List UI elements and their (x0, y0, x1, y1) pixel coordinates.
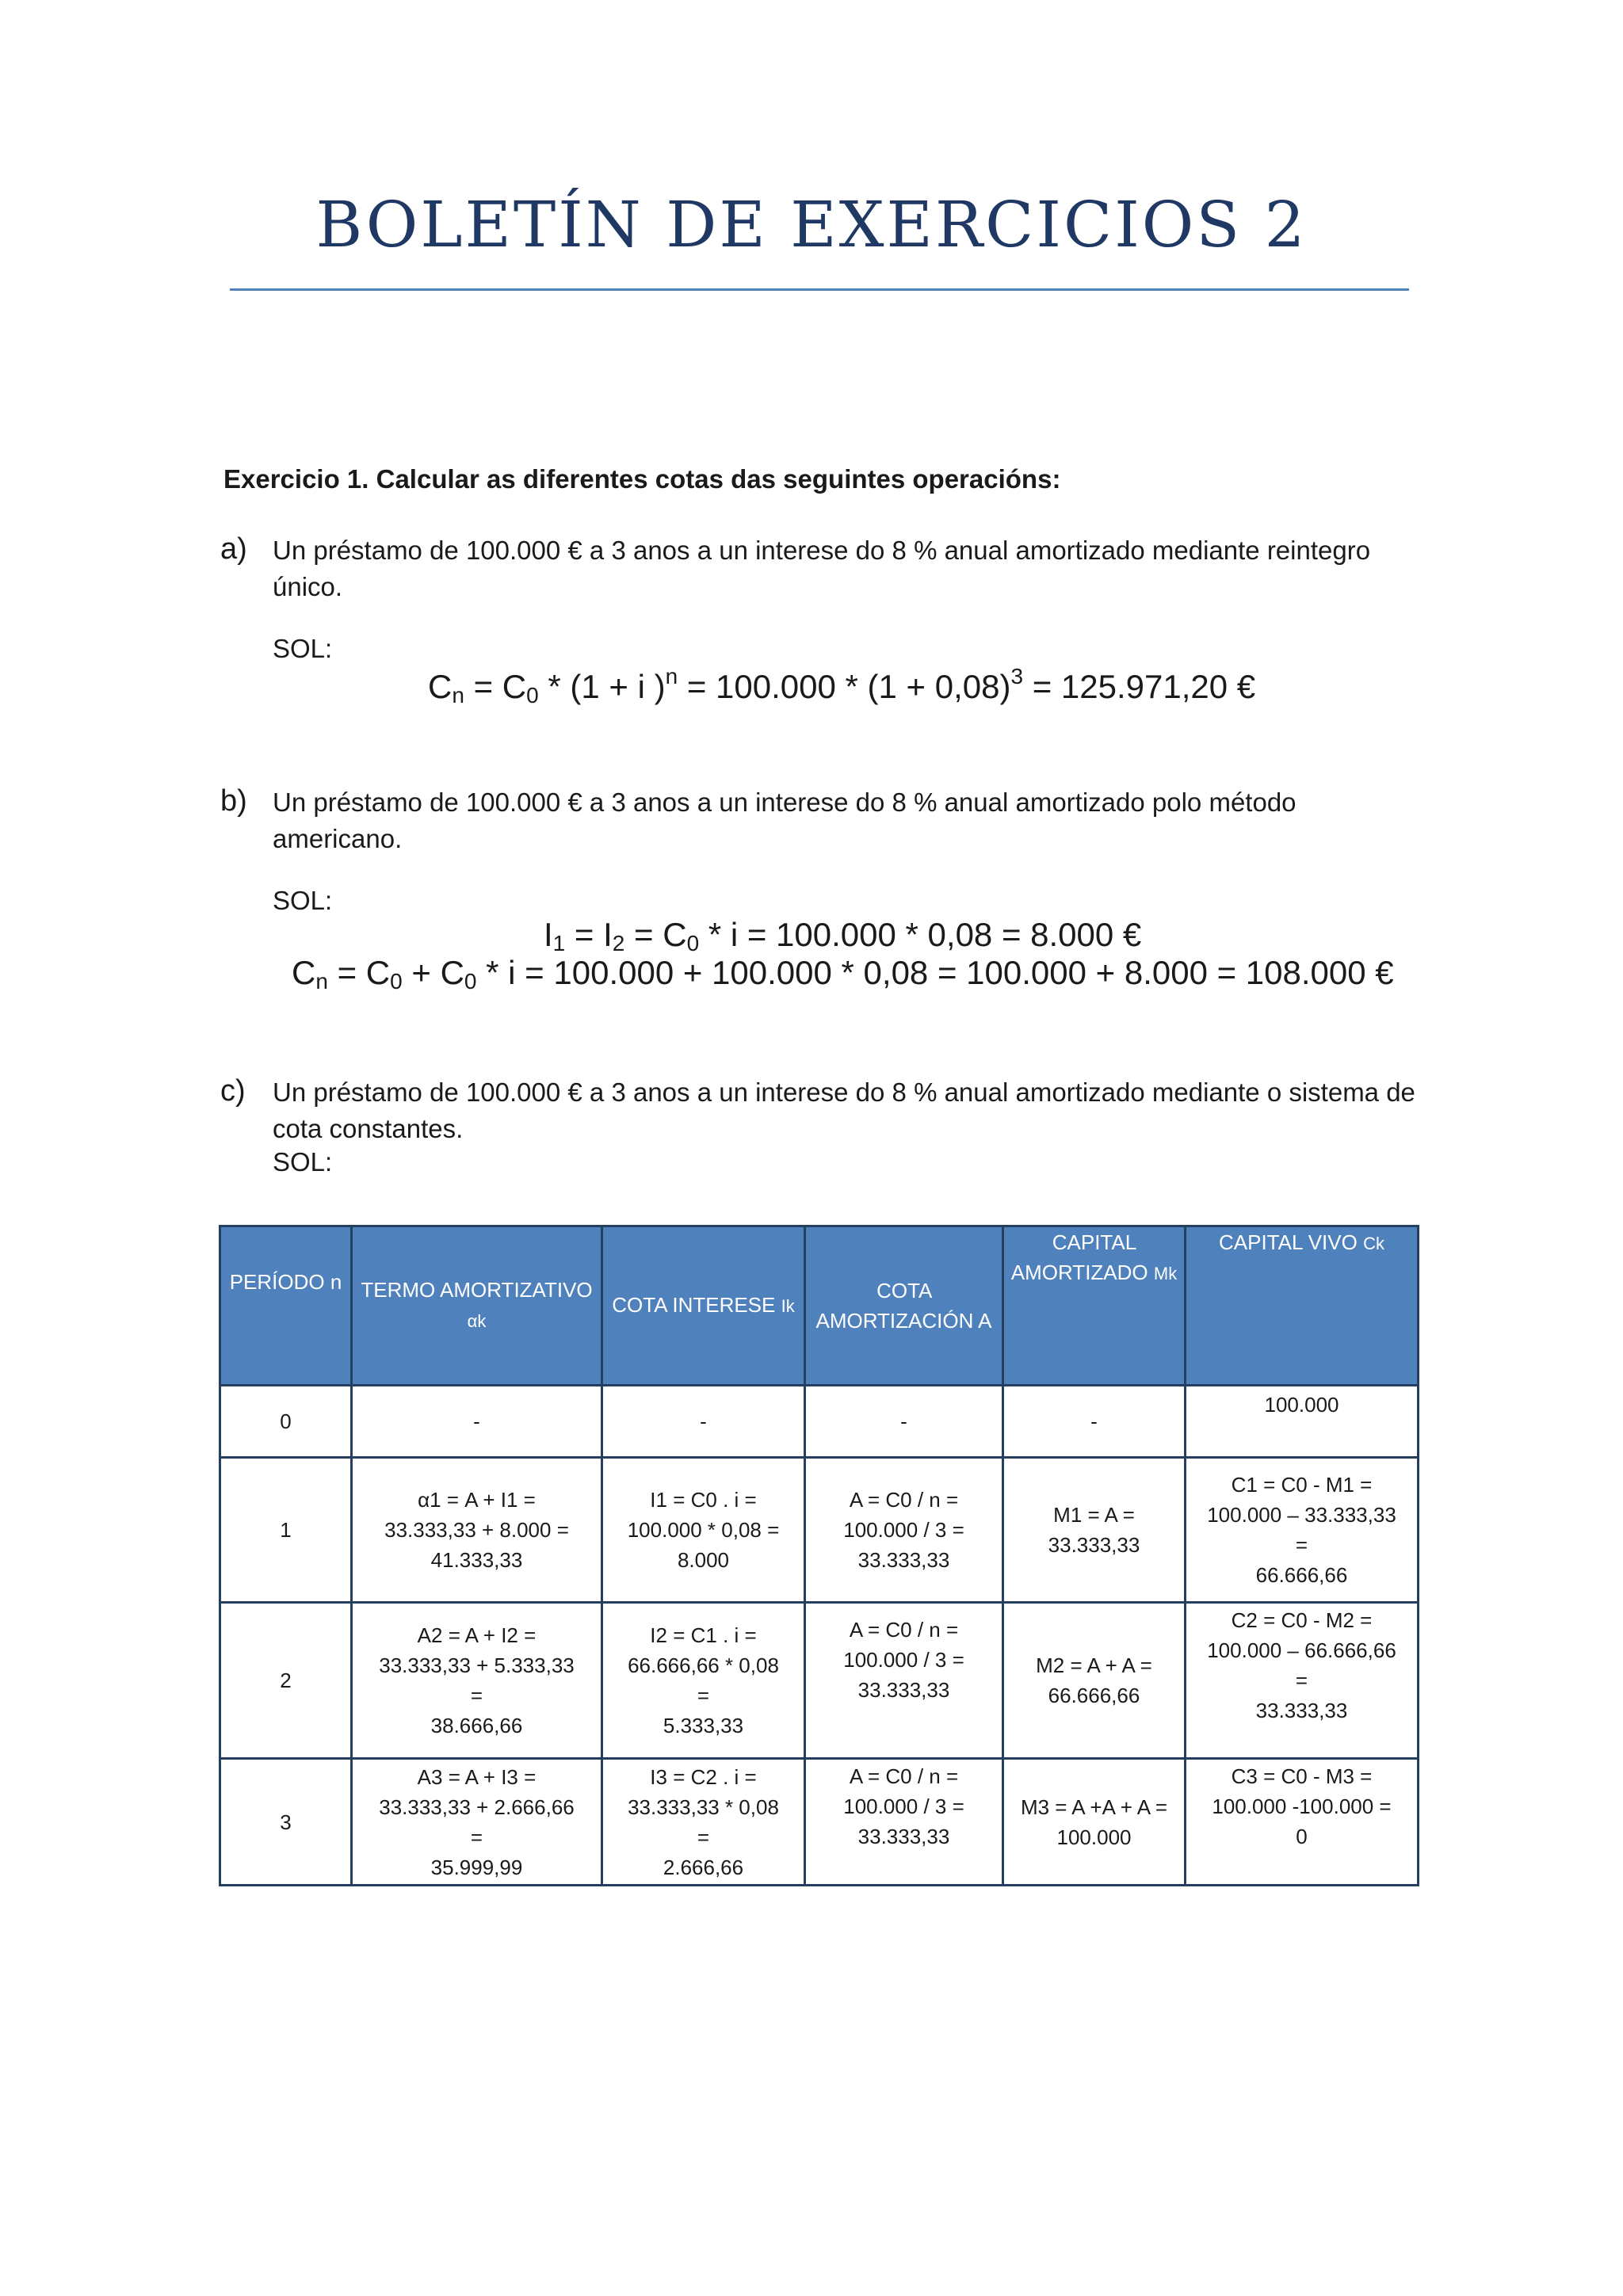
cell-interese: - (602, 1386, 805, 1458)
item-c-text: Un préstamo de 100.000 € a 3 anos a un interese do 8 % anual amortizado mediante o sistema de cota constantes. (273, 1077, 1415, 1143)
item-b-sol: SOL: (273, 886, 333, 915)
cell-interese: I1 = C0 . i = 100.000 * 0,08 = 8.000 (602, 1458, 805, 1603)
item-c-letter: c) (220, 1074, 246, 1108)
page-title: BOLETÍN DE EXERCICIOS 2 (315, 188, 1308, 261)
cell-n: 3 (220, 1759, 352, 1886)
header-termo: TERMO AMORTIZATIVO αk (352, 1226, 602, 1386)
cell-cap-vivo: C3 = C0 - M3 = 100.000 -100.000 = 0 (1186, 1759, 1419, 1886)
header-cota-amortizacion: COTA AMORTIZACIÓN A (805, 1226, 1003, 1386)
header-cota-interese: COTA INTERESE Ik (602, 1226, 805, 1386)
cell-interese: I2 = C1 . i = 66.666,66 * 0,08 = 5.333,33 (602, 1603, 805, 1759)
cell-n: 1 (220, 1458, 352, 1603)
header-capital-vivo: CAPITAL VIVO Ck (1186, 1226, 1419, 1386)
cell-cap-vivo: 100.000 (1186, 1386, 1419, 1458)
item-b-text: Un préstamo de 100.000 € a 3 anos a un interese do 8 % anual amortizado polo método americano. (273, 788, 1296, 853)
table-row (220, 1458, 1419, 1603)
cell-cap-amort: M1 = A = 33.333,33 (1003, 1458, 1186, 1603)
cell-amort: A = C0 / n = 100.000 / 3 = 33.333,33 (805, 1759, 1003, 1886)
formula-a: $C_n = C_0 * (1 + i$ )$^n = 100.000 * (1 + 0,08)^3 = 125.971,20$ € (428, 664, 1256, 707)
item-b-letter: b) (220, 784, 247, 818)
formula-b1-tail: * i = 100.000 * 0,08 = 8.000 € (699, 916, 1142, 953)
header-periodo: PERÍODO n (220, 1226, 352, 1386)
cell-n: 0 (220, 1386, 352, 1458)
header-capital-amortizado: CAPITAL AMORTIZADO Mk (1003, 1226, 1186, 1386)
table-row (220, 1603, 1419, 1759)
item-a-letter: a) (220, 532, 247, 566)
item-c-sol: SOL: (273, 1147, 333, 1177)
formula-b2-tail: * i = 100.000 + 100.000 * 0,08 = 100.000 + 8.000 = 108.000 € (476, 954, 1394, 991)
formula-a-middle: = 100.000 * (1 + 0,08) (678, 668, 1011, 705)
table-header-row (220, 1226, 1419, 1386)
cell-cap-vivo: C1 = C0 - M1 = 100.000 – 33.333,33 = 66.666,66 (1186, 1458, 1419, 1603)
cell-cap-vivo: C2 = C0 - M2 = 100.000 – 66.666,66 = 33.333,33 (1186, 1603, 1419, 1759)
cell-interese: I3 = C2 . i = 33.333,33 * 0,08 = 2.666,66 (602, 1759, 805, 1886)
cell-amort: A = C0 / n = 100.000 / 3 = 33.333,33 (805, 1458, 1003, 1603)
table-row (220, 1759, 1419, 1886)
item-a-text: Un préstamo de 100.000 € a 3 anos a un interese do 8 % anual amortizado mediante reintegro único. (273, 536, 1371, 601)
cell-termo: A2 = A + I2 = 33.333,33 + 5.333,33 = 38.666,66 (352, 1603, 602, 1759)
formula-a-tail: = 125.971,20 € (1023, 668, 1256, 705)
cell-cap-amort: M3 = A +A + A = 100.000 (1003, 1759, 1186, 1886)
cell-n: 2 (220, 1603, 352, 1759)
item-a-sol: SOL: (273, 634, 333, 663)
title-underline (230, 288, 1409, 291)
cell-termo: α1 = A + I1 = 33.333,33 + 8.000 = 41.333,33 (352, 1458, 602, 1603)
cell-cap-amort: - (1003, 1386, 1186, 1458)
table-row (220, 1386, 1419, 1458)
amortization-table (219, 1225, 1419, 1886)
formula-b-line2: $C_n = C_0 + C_0 * i = 100.000 + 100.000 * 0,08 = 100.000 + 8.000 = 108.000$ € (292, 954, 1394, 994)
cell-termo: - (352, 1386, 602, 1458)
cell-termo: A3 = A + I3 = 33.333,33 + 2.666,66 = 35.999,99 (352, 1759, 602, 1886)
exercise-heading: Exercicio 1. Calcular as diferentes cotas das seguintes operacións: (223, 464, 1061, 494)
cell-amort: A = C0 / n = 100.000 / 3 = 33.333,33 (805, 1603, 1003, 1759)
formula-b-line1: $I_1 = I_2 = C_0 * i = 100.000 * 0,08 = 8.000$ € (544, 916, 1142, 955)
cell-amort: - (805, 1386, 1003, 1458)
cell-cap-amort: M2 = A + A = 66.666,66 (1003, 1603, 1186, 1759)
